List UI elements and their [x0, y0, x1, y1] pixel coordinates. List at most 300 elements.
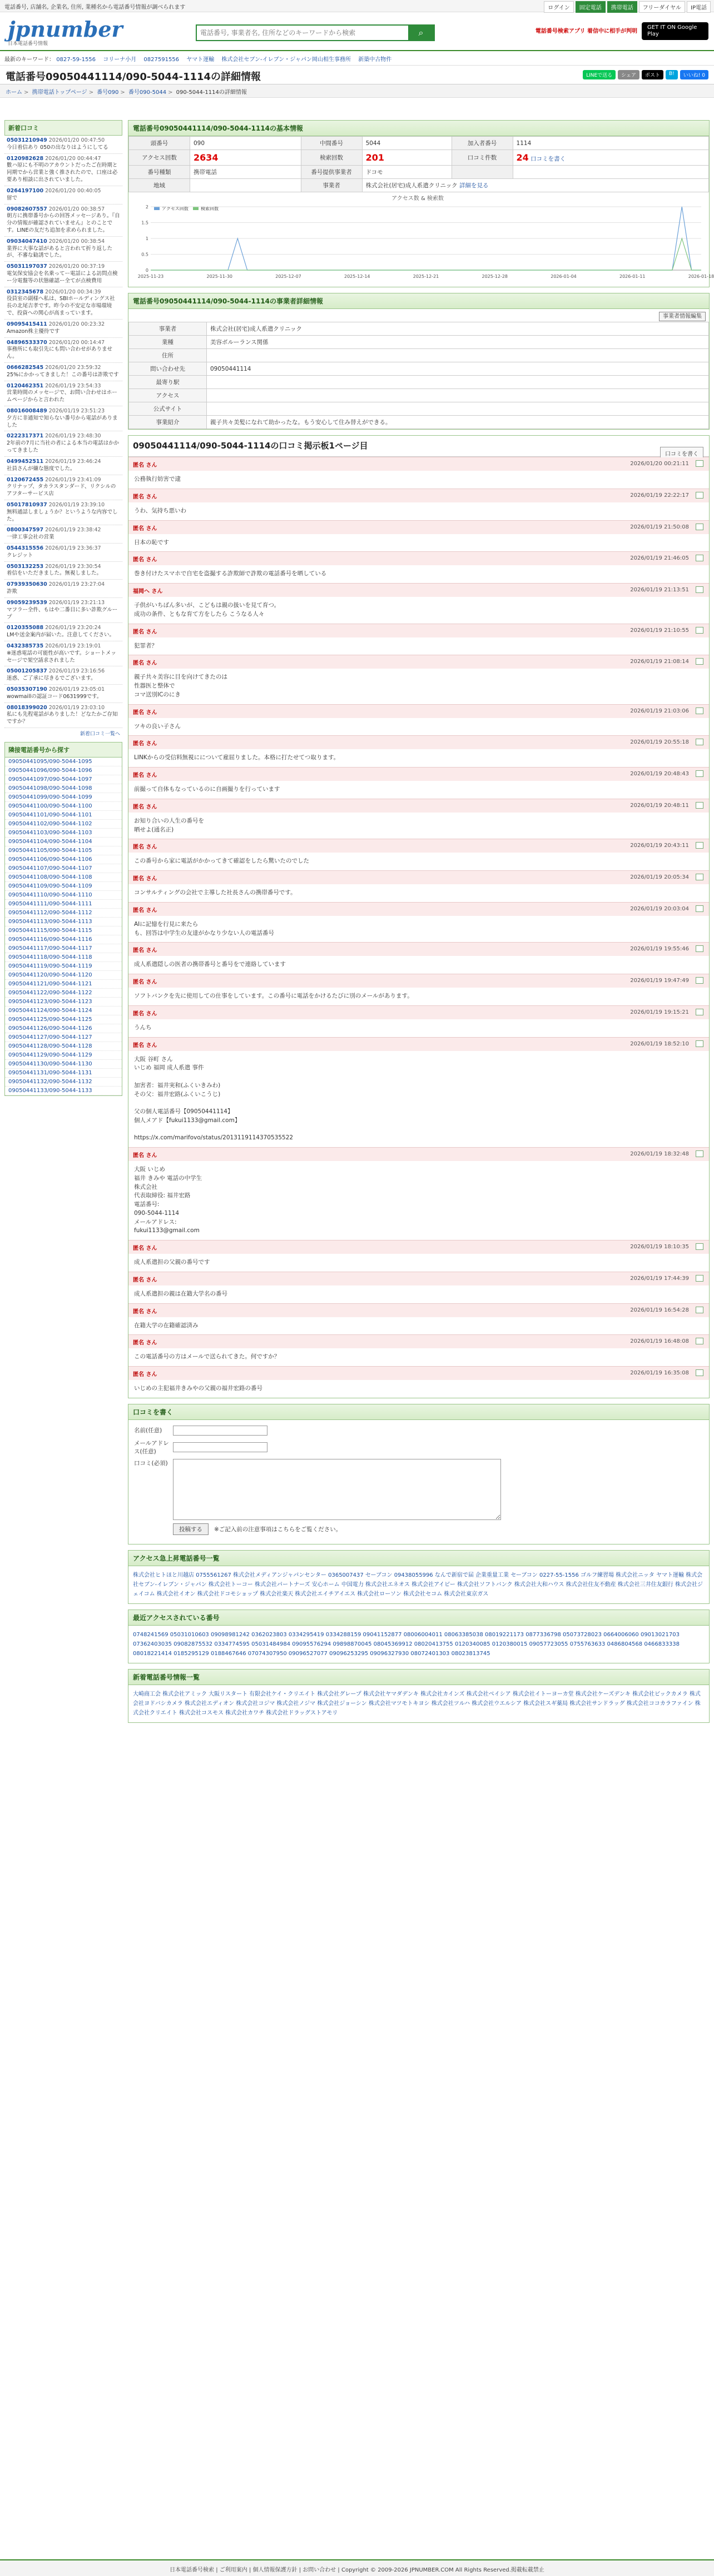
- list-item: [4, 623, 122, 641]
- body-label: 口コミ(必須): [134, 1459, 168, 1467]
- list-item: [4, 136, 122, 154]
- label-cell: 中間番号: [301, 137, 362, 150]
- access-count: 2634: [190, 150, 301, 166]
- neighbor-link[interactable]: 09050441104/090-5044-1104: [8, 839, 92, 845]
- sidebar-review-number[interactable]: 0264197100: [7, 187, 44, 194]
- neighbor-link[interactable]: 09050441100/090-5044-1100: [8, 803, 92, 810]
- y-tick-label: 2: [145, 205, 148, 210]
- logo-text: jpnumber: [8, 17, 123, 42]
- report-icon[interactable]: [696, 1369, 703, 1376]
- sidebar-review-number[interactable]: 09095415411: [7, 321, 47, 327]
- label-cell: 加入者番号: [452, 137, 513, 150]
- neighbor-link[interactable]: 09050441130/090-5044-1130: [8, 1061, 92, 1068]
- list-item: [5, 820, 122, 829]
- x-post-button[interactable]: ポスト: [642, 70, 663, 79]
- review-header: [128, 457, 709, 471]
- neighbor-link[interactable]: 09050441110/090-5044-1110: [8, 892, 92, 899]
- review-item: [128, 735, 709, 767]
- review-date: 2026/01/19 18:10:35: [630, 1244, 689, 1250]
- topbar-link-login[interactable]: ログイン: [544, 1, 574, 13]
- review-author: 匿名 さん: [133, 660, 157, 667]
- review-date: 2026/01/19 21:08:14: [630, 659, 689, 665]
- list-tags[interactable]: 0748241569 05031010603 09098981242 0362023803 0334295419 0334288159 09041152877 08006004011 08063385038 08019221173 0877336798 05073728023 0664006060 09013021703 07362403035 09082875532 0334774595 05031484984 09095576294 09898870045 08045369912 08020413755 0120340085 0120380015 09057723055 0755763633 0486804568 0466833338 08018221414 0185295129 0188467646 07074307950 09096527077 09096253295 09096327930 08072401303 08023813745: [133, 1631, 680, 1657]
- topbar-link-landline[interactable]: 固定電話: [576, 1, 606, 13]
- sidebar-title: 新着口コミ: [4, 120, 122, 136]
- sidebar-review-number[interactable]: 08018399020: [7, 704, 47, 711]
- topbar-link-freedial[interactable]: フリーダイヤル: [639, 1, 685, 13]
- list-item: [5, 846, 122, 855]
- review-body: 大阪 谷町 さん いじめ 福岡 成人系遣 事件 加害者：福井実和(ふくいきみわ) その父：福井宏路(ふくいこうじ) 父の個人電話番号【09050441114】 個人メアド【fukui1133@gmail.com】 https://x.com/marifovo/status/2013119114370535522: [134, 1055, 294, 1142]
- sidebar-review-number[interactable]: 09059239539: [7, 599, 47, 606]
- neighbor-link[interactable]: 09050441126/090-5044-1126: [8, 1025, 92, 1032]
- keyword-link[interactable]: 0827-59-1556: [56, 57, 96, 63]
- review-body: この番号から家に電話がかかってきて確認をしたら驚いたのでした: [134, 858, 309, 865]
- list-item: [5, 1042, 122, 1051]
- neighbor-link[interactable]: 09050441117/090-5044-1117: [8, 945, 92, 952]
- review-item: [128, 1334, 709, 1366]
- neighbor-title: 隣接電話番号から探す: [4, 742, 122, 758]
- value-cell: ドコモ: [362, 166, 452, 179]
- neighbor-link[interactable]: 09050441108/090-5044-1108: [8, 874, 92, 881]
- review-form-title: 口コミを書く: [128, 1404, 709, 1420]
- sidebar-review-number[interactable]: 05031210949: [7, 137, 47, 143]
- neighbor-link[interactable]: 09050441132/090-5044-1132: [8, 1079, 92, 1085]
- facebook-like-button[interactable]: いいね! 0: [680, 70, 708, 79]
- email-input[interactable]: [173, 1442, 267, 1452]
- sidebar-review-number[interactable]: 0120982628: [7, 155, 44, 162]
- sidebar-review-date: 2026/01/20 00:34:39: [45, 288, 101, 295]
- legend-swatch-access: [154, 207, 160, 210]
- sidebar-review-number[interactable]: 05035307190: [7, 686, 47, 692]
- label-cell: 業種: [129, 336, 207, 349]
- value-cell: 5044: [362, 137, 452, 150]
- review-item: [128, 974, 709, 1005]
- sidebar-review-number[interactable]: 04896533370: [7, 339, 47, 346]
- table-row: [129, 137, 709, 150]
- report-icon[interactable]: [696, 658, 703, 665]
- sidebar-review-number[interactable]: 05031197037: [7, 263, 47, 270]
- keyword-link[interactable]: 0827591556: [143, 57, 180, 63]
- review-item: [128, 1005, 709, 1037]
- report-icon[interactable]: [696, 977, 703, 984]
- table-row: [129, 416, 709, 429]
- write-review-link[interactable]: 口コミを書く: [530, 156, 566, 162]
- report-icon[interactable]: [696, 1040, 703, 1047]
- neighbor-link[interactable]: 09050441111/090-5044-1111: [8, 901, 92, 908]
- review-body: うわ、気持ち悪いわ: [134, 507, 187, 514]
- review-body: 前撮って自体もなっているのに自画撮りを行っています: [134, 786, 280, 793]
- review-date: 2026/01/19 19:55:46: [630, 946, 689, 953]
- review-header: [128, 1304, 709, 1317]
- neighbor-link[interactable]: 09050441131/090-5044-1131: [8, 1070, 92, 1077]
- neighbor-link[interactable]: 09050441118/090-5044-1118: [8, 954, 92, 961]
- label-cell: 事業紹介: [129, 416, 207, 429]
- neighbor-link[interactable]: 09050441115/090-5044-1115: [8, 928, 92, 934]
- reviews-head: [128, 436, 709, 457]
- neighbor-link[interactable]: 09050441102/090-5044-1102: [8, 821, 92, 828]
- review-author: 匿名 さん: [133, 1340, 157, 1347]
- keyword-link[interactable]: 株式会社セブン-イレブン・ジャパン岡山相生事務所: [221, 57, 351, 63]
- neighbor-link[interactable]: 09050441107/090-5044-1107: [8, 865, 92, 872]
- list-item: [5, 953, 122, 962]
- sidebar-review-number[interactable]: 0120462351: [7, 382, 44, 389]
- sidebar-review-date: 2026/01/19 23:27:04: [48, 581, 105, 588]
- report-icon[interactable]: [696, 707, 703, 714]
- report-icon[interactable]: [696, 1275, 703, 1282]
- neighbor-link[interactable]: 09050441101/090-5044-1101: [8, 812, 92, 819]
- label-cell: 住所: [129, 349, 207, 362]
- review-item: [128, 902, 709, 943]
- report-icon[interactable]: [696, 586, 703, 593]
- list-item: [5, 944, 122, 953]
- header: [0, 12, 714, 51]
- sidebar-review-comment: 數ハ原にも不明のアカウントだったご在時期と同期でから営業と強く推されたので、口座は必要あり相談に出されていました。: [7, 162, 118, 183]
- list-item: [5, 766, 122, 775]
- review-date: 2026/01/19 20:48:11: [630, 802, 689, 809]
- review-item: [128, 1037, 709, 1148]
- breadcrumb-mobile[interactable]: 携帯電話トップページ: [32, 89, 87, 96]
- form-row: [134, 1523, 703, 1535]
- sidebar-review-comment: wowmaillの認証コード0631999です。: [7, 693, 102, 700]
- report-icon[interactable]: [696, 1243, 703, 1250]
- topbar-link-ip[interactable]: IP電話: [687, 1, 711, 13]
- sidebar-review-number[interactable]: 0120672455: [7, 476, 44, 483]
- value-cell: [207, 389, 709, 402]
- sidebar-review-number[interactable]: 08016008489: [7, 408, 47, 414]
- label-cell: 地域: [129, 179, 190, 192]
- list-item: [5, 1051, 122, 1060]
- review-date: 2026/01/19 21:50:08: [630, 524, 689, 530]
- review-header: [128, 943, 709, 956]
- sidebar-review-date: 2026/01/20 00:47:50: [48, 137, 105, 143]
- sidebar-review-comment: クリナップ、タカラスタンダード、リクシルのアフターサービス店: [7, 484, 116, 497]
- sidebar-review-date: 2026/01/19 23:39:10: [48, 501, 105, 508]
- list-item: [5, 1069, 122, 1078]
- neighbor-link[interactable]: 09050441106/090-5044-1106: [8, 856, 92, 863]
- review-header: [128, 1038, 709, 1051]
- label-cell: アクセス回数: [129, 150, 190, 166]
- review-date: 2026/01/19 16:35:08: [630, 1370, 689, 1376]
- neighbor-link[interactable]: 09050441109/090-5044-1109: [8, 883, 92, 890]
- topbar-link-mobile[interactable]: 携帯電話: [607, 1, 637, 13]
- sidebar-review-number[interactable]: 0120355088: [7, 625, 44, 631]
- list-item: [4, 525, 122, 544]
- review-date: 2026/01/19 20:05:34: [630, 874, 689, 880]
- sidebar-review-comment: 2年前の7月に当社の者による本当の電話はかかってきました: [7, 440, 120, 454]
- sidebar-review-comment: ※迷惑電話の可能性が高いです。ショートメッセージで架空請求されました: [7, 650, 116, 664]
- review-form-panel: [128, 1404, 710, 1544]
- neighbor-link[interactable]: 09050441129/090-5044-1129: [8, 1052, 92, 1059]
- review-header: [128, 624, 709, 637]
- list-item: [5, 873, 122, 882]
- list-item: [5, 926, 122, 935]
- review-textarea[interactable]: [173, 1459, 501, 1520]
- x-tick-label: 2025-11-30: [206, 274, 232, 279]
- sidebar-review-comment: 業界に大事な話があると言われて折り返したが、不審な勧誘でした。: [7, 245, 113, 259]
- search-button[interactable]: [408, 26, 434, 40]
- report-icon[interactable]: [696, 739, 703, 745]
- list-item: [4, 475, 122, 500]
- neighbor-link[interactable]: 09050441120/090-5044-1120: [8, 972, 92, 979]
- sidebar-review-date: 2026/01/20 00:40:05: [45, 187, 101, 194]
- review-body: ツキの良い子さん: [134, 723, 181, 730]
- neighbor-link[interactable]: 09050441122/090-5044-1122: [8, 990, 92, 996]
- sidebar: [4, 120, 122, 1096]
- neighbor-link[interactable]: 09050441119/090-5044-1119: [8, 963, 92, 970]
- neighbor-link[interactable]: 09050441098/090-5044-1098: [8, 785, 92, 792]
- neighbor-link[interactable]: 09050441112/090-5044-1112: [8, 910, 92, 916]
- sidebar-review-date: 2026/01/19 23:19:01: [45, 642, 101, 649]
- basic-info-table: [128, 136, 709, 192]
- sidebar-more-link[interactable]: 新着口コミ一覧へ: [80, 731, 120, 738]
- report-icon[interactable]: [696, 492, 703, 499]
- neighbor-link[interactable]: 09050441121/090-5044-1121: [8, 981, 92, 988]
- neighbor-link[interactable]: 09050441116/090-5044-1116: [8, 936, 92, 943]
- y-tick-label: 1.5: [141, 220, 148, 226]
- review-item: [128, 704, 709, 736]
- list-item: [4, 641, 122, 666]
- review-item: [128, 624, 709, 655]
- sidebar-review-date: 2026/01/19 23:16:56: [48, 668, 105, 675]
- sidebar-review-comment: 朝方に携帯番号からの回答メッセージあり。『自分の情報が確認されていません』とのことです。LINEの友だち追加を求められました。: [7, 213, 120, 233]
- table-row: [129, 349, 709, 362]
- site-logo[interactable]: [8, 17, 123, 47]
- name-input[interactable]: [173, 1426, 267, 1436]
- list-panel-1: [128, 1550, 710, 1604]
- list-item: [5, 1033, 122, 1042]
- hatena-bookmark-button[interactable]: B!: [666, 70, 678, 79]
- neighbor-link[interactable]: 09050441105/090-5044-1105: [8, 848, 92, 854]
- sidebar-review-comment: マフラー全件、もはや二番目に多い詐欺グループ: [7, 606, 118, 620]
- breadcrumb: ホーム > 携帯電話トップページ > 番号090 > 番号090-5044 > 090-5044-1114の詳細情報: [0, 84, 714, 98]
- neighbor-link[interactable]: 09050441097/090-5044-1097: [8, 776, 92, 783]
- review-date: 2026/01/19 16:48:08: [630, 1338, 689, 1345]
- breadcrumb-090[interactable]: 番号090: [97, 89, 119, 96]
- sidebar-review-comment: 詐欺: [7, 589, 18, 595]
- table-row: [129, 389, 709, 402]
- keyword-link[interactable]: ヤマト運輸: [186, 57, 215, 63]
- review-date: 2026/01/19 18:32:48: [630, 1151, 689, 1157]
- review-body: 犯罪者？: [134, 642, 157, 649]
- sidebar-review-number[interactable]: 0222317371: [7, 433, 44, 440]
- reviews-panel: [128, 435, 710, 1398]
- report-icon[interactable]: [696, 1307, 703, 1313]
- business-edit-wrap: [128, 309, 709, 322]
- neighbor-link[interactable]: 09050441103/090-5044-1103: [8, 830, 92, 836]
- review-body: いじめの主犯福井きみやの父親の福井宏路の番号: [134, 1385, 262, 1392]
- review-date: 2026/01/19 22:22:17: [630, 492, 689, 499]
- sidebar-review-number[interactable]: 0503132253: [7, 563, 44, 570]
- sidebar-review-number[interactable]: 0666282545: [7, 364, 44, 371]
- list-item: [5, 864, 122, 873]
- review-item: [128, 799, 709, 839]
- list-item: [5, 971, 122, 980]
- report-icon[interactable]: [696, 524, 703, 530]
- post-review-button[interactable]: 口コミを書く: [660, 447, 703, 460]
- sidebar-review-number[interactable]: 0800347597: [7, 527, 44, 534]
- x-tick-label: 2025-12-07: [275, 274, 301, 279]
- review-count-cell: [513, 150, 708, 166]
- list-item: [5, 882, 122, 891]
- list-item: [5, 775, 122, 784]
- submit-button[interactable]: 投稿する: [173, 1523, 209, 1535]
- sidebar-review-number[interactable]: 05017810937: [7, 501, 47, 508]
- list-item: [4, 431, 122, 456]
- sidebar-review-comment: 事務所にも取引先にも問い合わせがありません。: [7, 346, 113, 360]
- sidebar-review-comment: 25%にかかってきました！この番号は詐欺です: [7, 371, 119, 378]
- list-item: [4, 262, 122, 287]
- report-icon[interactable]: [696, 1150, 703, 1157]
- sidebar-review-date: 2026/01/20 00:38:57: [48, 206, 105, 212]
- review-header: [128, 1006, 709, 1019]
- form-row: [134, 1459, 703, 1520]
- list-item: [5, 758, 122, 766]
- neighbor-link[interactable]: 09050441128/090-5044-1128: [8, 1043, 92, 1050]
- logo-tagline: 日本電話番号情報: [8, 41, 48, 47]
- share-button[interactable]: シェア: [618, 70, 639, 79]
- neighbor-link[interactable]: 09050441125/090-5044-1125: [8, 1017, 92, 1023]
- line-share-button[interactable]: LINEで送る: [583, 70, 616, 79]
- sidebar-review-date: 2026/01/20 00:14:47: [48, 339, 105, 346]
- review-author: 匿名 さん: [133, 804, 157, 810]
- report-icon[interactable]: [696, 770, 703, 777]
- breadcrumb-home[interactable]: ホーム: [6, 89, 22, 96]
- neighbor-link[interactable]: 09050441099/090-5044-1099: [8, 794, 92, 801]
- x-tick-label: 2026-01-18: [688, 274, 714, 279]
- sidebar-review-comment: 迷惑、ご了承に尽きるでございます。: [7, 675, 96, 682]
- review-header: [128, 1335, 709, 1348]
- review-author: 匿名 さん: [133, 741, 157, 748]
- x-tick-label: 2025-12-21: [413, 274, 439, 279]
- value-cell: [207, 402, 709, 416]
- review-list: [128, 457, 709, 1398]
- sidebar-review-number[interactable]: 07939350630: [7, 581, 47, 588]
- review-item: [128, 520, 709, 552]
- neighbor-link[interactable]: 09050441096/090-5044-1096: [8, 768, 92, 774]
- sidebar-review-number[interactable]: 05001205837: [7, 668, 47, 675]
- neighbor-link[interactable]: 09050441123/090-5044-1123: [8, 999, 92, 1005]
- business-edit-button[interactable]: 事業者情報編集: [659, 312, 706, 321]
- neighbor-link[interactable]: 09050441127/090-5044-1127: [8, 1034, 92, 1041]
- review-item: [128, 942, 709, 974]
- review-author: 匿名 さん: [133, 1277, 157, 1283]
- social-buttons: [583, 70, 708, 79]
- sidebar-review-number[interactable]: 09034047410: [7, 238, 47, 245]
- review-author: 匿名 さん: [133, 1372, 157, 1378]
- review-date: 2026/01/19 21:03:06: [630, 707, 689, 714]
- list-item: [5, 1015, 122, 1024]
- list-tags[interactable]: 大崎商工会 株式会社アミック 大阪リスタート 有限会社ケイ・クリエイト 株式会社グレープ 株式会社ヤマダデンキ 株式会社カインズ 株式会社ベイシア 株式会社イトーヨーカ堂 株式会社ケーズデンキ 株式会社ビックカメラ 株式会社ヨドバシカメラ 株式会社エディオン 株式会社コジマ 株式会社ノジマ 株式会社ジョーシン 株式会社マツモトキヨシ 株式会社ツルハ 株式会社ウエルシア 株式会社スギ薬局 株式会社サンドラッグ 株式会社ココカラファイン 株式会社クリエイト 株式会社コスモス 株式会社カワチ 株式会社ドラッグストアモリ: [133, 1691, 701, 1716]
- review-header: [128, 871, 709, 884]
- label-cell: 頭番号: [129, 137, 190, 150]
- list-item: [4, 320, 122, 338]
- list-item: [4, 666, 122, 685]
- report-icon[interactable]: [696, 627, 703, 634]
- list-item: [5, 1024, 122, 1033]
- sidebar-review-date: 2026/01/20 00:23:32: [48, 321, 105, 327]
- form-row: [134, 1439, 703, 1456]
- chart-title: アクセス数 & 検索数: [391, 196, 444, 202]
- sidebar-more-link-wrap: [4, 728, 122, 739]
- legend-swatch-search: [193, 207, 199, 210]
- sidebar-review-number[interactable]: 0544315556: [7, 545, 44, 551]
- app-badge[interactable]: [536, 22, 708, 40]
- sidebar-review-number[interactable]: 0312345678: [7, 288, 44, 295]
- basic-info-panel: [128, 120, 714, 287]
- table-row: [129, 179, 709, 192]
- list-title: 最近アクセスされている番号: [128, 1610, 709, 1626]
- label-cell: 口コミ件数: [452, 150, 513, 166]
- list-item: [5, 935, 122, 944]
- review-item: [128, 457, 709, 489]
- report-icon[interactable]: [696, 802, 703, 809]
- label-cell: 番号種類: [129, 166, 190, 179]
- review-header: [128, 1240, 709, 1254]
- x-tick-label: 2026-01-04: [551, 274, 577, 279]
- detail-link[interactable]: 詳細を見る: [459, 182, 489, 189]
- neighbor-link[interactable]: 09050441133/090-5044-1133: [8, 1088, 92, 1094]
- report-icon[interactable]: [696, 874, 703, 880]
- keyword-link[interactable]: 新築中古物件: [358, 57, 392, 63]
- report-icon[interactable]: [696, 1338, 703, 1344]
- list-item: [5, 811, 122, 820]
- page-title: 電話番号09050441114/090-5044-1114の詳細情報: [6, 71, 261, 83]
- review-header: [128, 799, 709, 813]
- report-icon[interactable]: [696, 905, 703, 912]
- review-header: [128, 768, 709, 781]
- sidebar-review-number[interactable]: 09082607557: [7, 206, 47, 212]
- sidebar-review-comment: 今日着信あり 050の出なりはようにしてる: [7, 144, 108, 151]
- list-item: [5, 980, 122, 989]
- review-item: [128, 870, 709, 902]
- legend-label-search: 検索回数: [201, 206, 219, 211]
- breadcrumb-0905044[interactable]: 番号090-5044: [128, 89, 167, 96]
- form-notice: ※ご記入前の注意事項はこちらをご覧ください。: [214, 1526, 342, 1533]
- review-author: 匿名 さん: [133, 557, 157, 564]
- report-icon[interactable]: [696, 1009, 703, 1015]
- sidebar-review-date: 2026/01/20 00:38:54: [48, 238, 105, 245]
- search-input[interactable]: [197, 26, 408, 40]
- neighbor-link[interactable]: 09050441124/090-5044-1124: [8, 1008, 92, 1014]
- business-panel: [128, 293, 710, 430]
- access-chart-svg: [128, 192, 714, 287]
- google-play-badge[interactable]: GET IT ON Google Play: [642, 22, 708, 40]
- review-author: 匿名 さん: [133, 494, 157, 500]
- report-icon[interactable]: [696, 945, 703, 952]
- review-date: 2026/01/19 19:47:49: [630, 978, 689, 984]
- list-item: [4, 287, 122, 320]
- review-item: [128, 1272, 709, 1303]
- topbar: [0, 0, 714, 12]
- sidebar-review-number[interactable]: 0432385735: [7, 642, 44, 649]
- list-panel-2: [128, 1610, 710, 1663]
- keyword-link[interactable]: コリーナ小月: [103, 57, 137, 63]
- list-tags[interactable]: 株式会社ヒトほと川越店 0755561267 株式会社メディアンジャパンセンター 0365007437 セーブコン 09438055996 なんで新宿で届 企業重量工業 セーブコン 0227-55-1556 ゴルフ練習場 株式会社ニッタ ヤマト運輸 株式会社セブン-イレブン・ジャパン 株式会社トーコー 株式会社パートナーズ 安心ホーム 中国電力 株式会社エネオス 株式会社アイビー 株式会社ソフトバンク 株式会社大和ハウス 株式会社住友不動産 株式会社三井住友銀行 株式会社ジェイコム 株式会社イオン 株式会社ドコモショップ 株式会社楽天 株式会社エイチアイエス 株式会社ローソン 株式会社セコム 株式会社東京ガス: [133, 1572, 703, 1597]
- review-header: [128, 552, 709, 565]
- neighbor-link[interactable]: 09050441095/090-5044-1095: [8, 759, 92, 765]
- review-date: 2026/01/19 20:48:43: [630, 771, 689, 777]
- sidebar-review-number[interactable]: 0499452511: [7, 458, 44, 465]
- sidebar-review-comment: 無料通話しましょうか？というような内容でした。: [7, 509, 118, 522]
- list-item: [5, 793, 122, 802]
- review-body: ソフトバンクを先に使用しての仕事をしています。この番号に電話をかけるたびに別のメールがあります。: [134, 993, 413, 999]
- report-icon[interactable]: [696, 842, 703, 849]
- review-date: 2026/01/19 17:44:39: [630, 1275, 689, 1282]
- report-icon[interactable]: [696, 555, 703, 561]
- search-icon: ⌕: [418, 27, 424, 38]
- neighbor-link[interactable]: 09050441113/090-5044-1113: [8, 919, 92, 925]
- report-icon[interactable]: [696, 460, 703, 467]
